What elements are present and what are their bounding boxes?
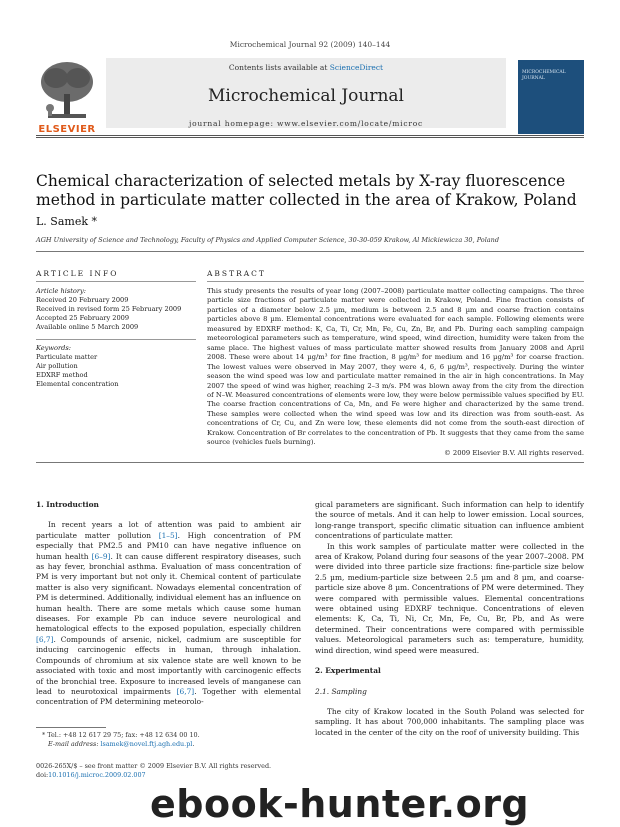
keywords-label: Keywords:	[36, 344, 71, 352]
body-paragraph: The city of Krakow located in the South Poland was selected for sampling. It has about 700,000 inhabitants. The sampling place was located in the center of the city on the roof of university building. This	[315, 706, 584, 737]
citation-link[interactable]: [6–9]	[91, 551, 111, 561]
journal-reference: Microchemical Journal 92 (2009) 140–144	[229, 40, 391, 49]
keywords-rule	[36, 339, 196, 340]
doi-label: doi:	[36, 771, 49, 779]
email-link[interactable]: lsamek@novel.ftj.agh.edu.pl	[100, 740, 193, 748]
body-paragraph: gical parameters are significant. Such information can help to identify the source of metals. And it can help to lower emission. Local sources, long-range transport, specific climatic situation can influence ambient concentrations of particulate matter.	[315, 500, 584, 541]
subsection-heading-sampling: 2.1. Sampling	[315, 686, 367, 696]
keyword-item: Particulate matter	[36, 353, 98, 361]
journal-cover-title: MICROCHEMICAL JOURNAL	[522, 70, 566, 81]
history-item: Received 20 February 2009	[36, 296, 129, 304]
contents-line	[106, 63, 506, 72]
journal-name: Microchemical Journal	[208, 86, 404, 106]
history-item: Accepted 25 February 2009	[36, 314, 130, 322]
abstract-copyright: © 2009 Elsevier B.V. All rights reserved.	[443, 449, 584, 457]
section-heading-introduction: 1. Introduction	[36, 500, 99, 509]
footnote-rule	[36, 727, 106, 728]
abstract-rule	[207, 281, 584, 282]
citation-link[interactable]: [1–5]	[158, 530, 178, 540]
sciencedirect-link[interactable]: ScienceDirect	[329, 63, 384, 72]
keyword-item: Air pollution	[36, 362, 78, 370]
header-rule-2	[36, 137, 584, 138]
article-title: Chemical characterization of selected metals by X-ray fluorescence method in particulate matter collected in the area of Krakow, Poland	[36, 172, 577, 209]
page-bottom-info	[36, 762, 301, 780]
issn-line: 0026-265X/$ – see front matter © 2009 Elsevier B.V. All rights reserved.	[36, 762, 272, 770]
author-affiliation: AGH University of Science and Technology, Faculty of Physics and Applied Computer Science, 30-30-059 Krakow, Al Mickiewicza 30, Poland	[36, 236, 500, 244]
keyword-item: EDXRF method	[36, 371, 88, 379]
citation-link[interactable]: [6,7]	[176, 686, 195, 696]
history-item: Received in revised form 25 February 2009	[36, 305, 182, 313]
doi-link[interactable]: 10.1016/j.microc.2009.02.007	[48, 771, 146, 779]
keywords	[36, 344, 196, 389]
email-label: E-mail address:	[48, 740, 101, 748]
body-column-right	[315, 500, 584, 738]
body-paragraph: In this work samples of particulate matter were collected in the area of Krakow, Poland during four seasons of the year 2007–2008. PM were divided into three particle size fractions: fine-particle size below 2.5 µm, medium-particle size between 2.5 µm and 8 µm, and coarse-particle size above 8 µm. Concentrations of PM were determined. They were compared with permissible values. Elemental concentrations were obtained using EDXRF technique. Concentrations of eleven elements: K, Ca, Ti, Ni, Cr, Mn, Fe, Cu, Br, Pb, and As were determined. Their concentrations were compared with permissible values. Meteorological parameters such as: temperature, humidity, wind direction, wind speed were measured.	[315, 541, 584, 655]
contents-prefix: Contents lists available at	[228, 63, 330, 72]
article-history	[36, 287, 196, 332]
abstract-text: This study presents the results of year long (2007–2008) particulate matter collecting campaigns. The three particle size fractions of particulate matter were collected in Krakow, Poland. Fine fraction consists of particles of a diameter below 2.5 µm, medium is between 2.5 and 8 µm and coarse fraction contains particles above 8 µm. Elemental concentrations were evaluated for each sample. Following elements were measured by EDXRF method: K, Ca, Ti, Cr, Mn, Fe, Cu, Zn, Br, and Pb. During each sampling campaign meteorological parameters such as temperature, wind speed, wind direction, humidity were taken from the same place. The highest values of mass particulate matter showed results from January 2008 and April 2008. These were about 14 µg/m³ for fine fraction, 8 µg/m³ for medium and 16 µg/m³ for coarse fraction. The lowest values were observed in May 2007, they were 4, 6, 6 µg/m³, respectively. During the winter season the wind speed was low and particulate matter remained in the air in high concentrations. In May 2007 the speed of wind was higher, reaching 2–3 m/s. PM was blown away from the city from the direction of N–W. Measured concentrations of elements were low, they were below permissible values specified by EU. The coarse fraction concentrations of Ca, Mn, and Fe were higher and characterized by the same trend. These samples were collected when the wind speed was low and its direction was from south-east. As concentrations of Cr, Cu, and Zn were low, these elements did not come from the south-east direction of Krakow. Concentration of Br correlates to the concentration of Pb. It suggests that they came from the same source (vehicles fuels burning).	[207, 287, 584, 447]
abstract-heading: ABSTRACT	[207, 269, 266, 278]
title-rule	[36, 251, 584, 252]
elsevier-logo-text: ELSEVIER	[38, 124, 96, 135]
header-rule	[36, 135, 584, 136]
article-info-rule	[36, 281, 196, 282]
keyword-item: Elemental concentration	[36, 380, 119, 388]
history-item: Available online 5 March 2009	[36, 323, 139, 331]
footnote-tel: * Tel.: +48 12 617 29 75; fax: +48 12 634 00 10.	[42, 731, 200, 739]
article-info-heading: ARTICLE INFO	[36, 269, 119, 278]
intro-paragraph: In recent years a lot of attention was paid to ambient air particulate matter pollution [1–5]. High concentration of PM especially that PM2.5 and PM10 can have negative influence on human health [6–9]. It can cause different respiratory diseases, such as hay fever, bronchial asthma. Evaluation of mass concentration of PM is very important but not only it. Chemical content of particulate matter is also very significant. Nowadays elemental concentration of PM is determined. Additionally, individual element has an influence on human health. There are some metals which cause some human diseases. For example Pb can induce severe neurological and hematological effects to the exposed population, especially children [6,7]. Compounds of arsenic, nickel, cadmium are susceptible for inducing carcinogenic effects in human, through inhalation. Compounds of chromium at six valence state are well known to be associated with toxic and most importantly with carcinogenic effects of the bronchial tree. Exposure to increased levels of manganese can lead to neurotoxical impairments [6,7]. Together with elemental concentration of PM determining meteorolo-	[36, 520, 301, 707]
article-history-label: Article history:	[36, 287, 86, 295]
watermark: ebook-hunter.org	[150, 782, 530, 826]
elsevier-tree-logo	[36, 58, 98, 134]
journal-homepage[interactable]: journal homepage: www.elsevier.com/locate/microc	[188, 119, 424, 128]
author-footnote: * Tel.: +48 12 617 29 75; fax: +48 12 634 00 10. E-mail address: lsamek@novel.ftj.agh.edu.pl.	[36, 731, 301, 749]
author-name: L. Samek *	[36, 215, 97, 228]
citation-link[interactable]: [6,7]	[36, 634, 54, 644]
section-heading-experimental: 2. Experimental	[315, 666, 381, 676]
body-column-left	[36, 500, 301, 708]
abstract-bottom-rule	[36, 462, 584, 463]
